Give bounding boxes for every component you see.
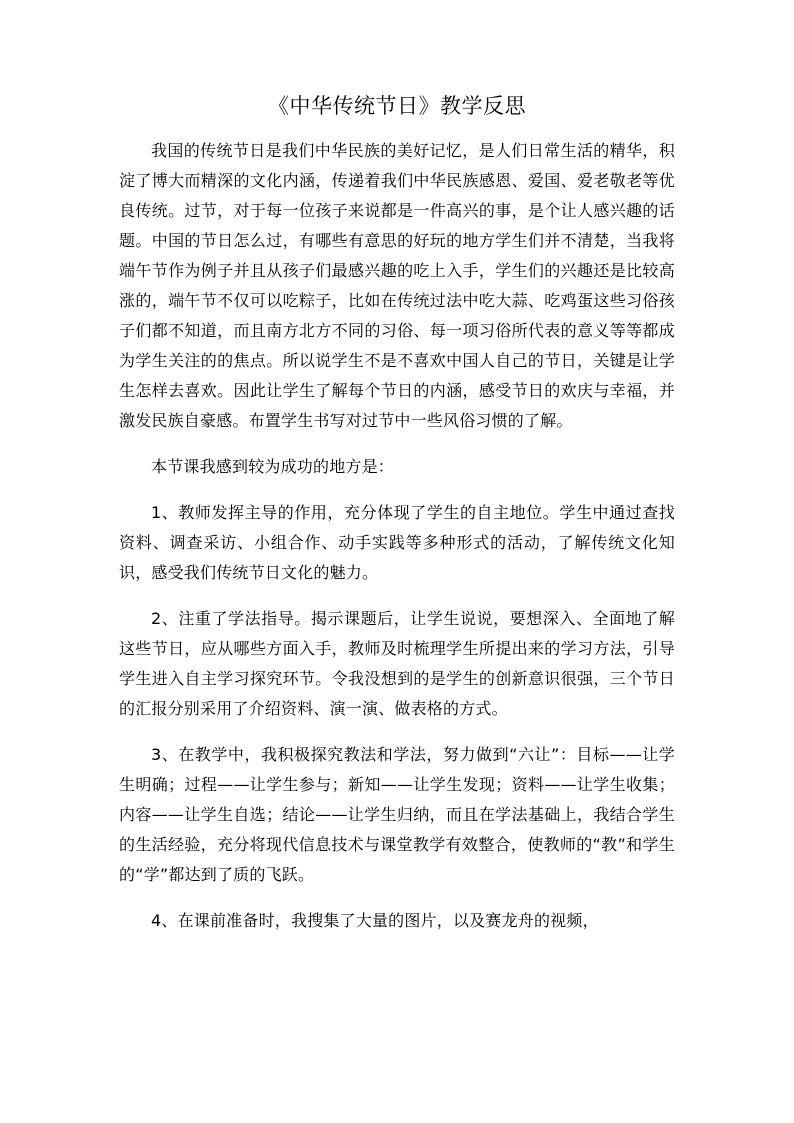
paragraph-point-4: 4、在课前准备时，我搜集了大量的图片，以及赛龙舟的视频， bbox=[151, 911, 599, 930]
paragraph-point-3: 3、在教学中，我积极探究教法和学法，努力做到“六让”：目标——让学生明确；过程——让学生参与；新知——让学生发现；资料——让学生收集；内容——让学生自选；结论——让学生归纳，而且在学法基础上，我结合学生的生活经验，充分将现代信息技术与课堂教学有效整合，使教师的“教”和学生的“学”都达到了质的飞跃。 bbox=[119, 745, 675, 884]
paragraph-success-heading: 本节课我感到较为成功的地方是： bbox=[151, 457, 395, 476]
paragraph-point-2: 2、注重了学法指导。揭示课题后，让学生说说，要想深入、全面地了解这些节日，应从哪些方面入手，教师及时梳理学生所提出来的学习方法，引导学生进入自主学习探究环节。令我没想到的是学生的创新意识很强，三个节日的汇报分别采用了介绍资料、演一演、做表格的方式。 bbox=[119, 609, 675, 718]
document-body bbox=[119, 88, 675, 936]
document-title: 《中华传统节日》教学反思 bbox=[268, 94, 526, 118]
paragraph-introduction: 我国的传统节日是我们中华民族的美好记忆，是人们日常生活的精华，积淀了博大而精深的文化内涵，传递着我们中华民族感恩、爱国、爱老敬老等优良传统。过节，对于每一位孩子来说都是一件高兴的事，是个让人感兴趣的话题。中国的节日怎么过，有哪些有意思的好玩的地方学生们并不清楚，当我将端午节作为例子并且从孩子们最感兴趣的吃上入手，学生们的兴趣还是比较高涨的，端午节不仅可以吃粽子，比如在传统过法中吃大蒜、吃鸡蛋这些习俗孩子们都不知道，而且南方北方不同的习俗、每一项习俗所代表的意义等等都成为学生关注的的焦点。所以说学生不是不喜欢中国人自己的节日，关键是让学生怎样去喜欢。因此让学生了解每个节日的内涵，感受节日的欢庆与幸福，并激发民族自豪感。布置学生书写对过节中一些风俗习惯的了解。 bbox=[119, 141, 675, 430]
paragraph-point-1: 1、教师发挥主导的作用，充分体现了学生的自主地位。学生中通过查找资料、调查采访、小组合作、动手实践等多种形式的活动，了解传统文化知识，感受我们传统节日文化的魅力。 bbox=[119, 503, 675, 582]
